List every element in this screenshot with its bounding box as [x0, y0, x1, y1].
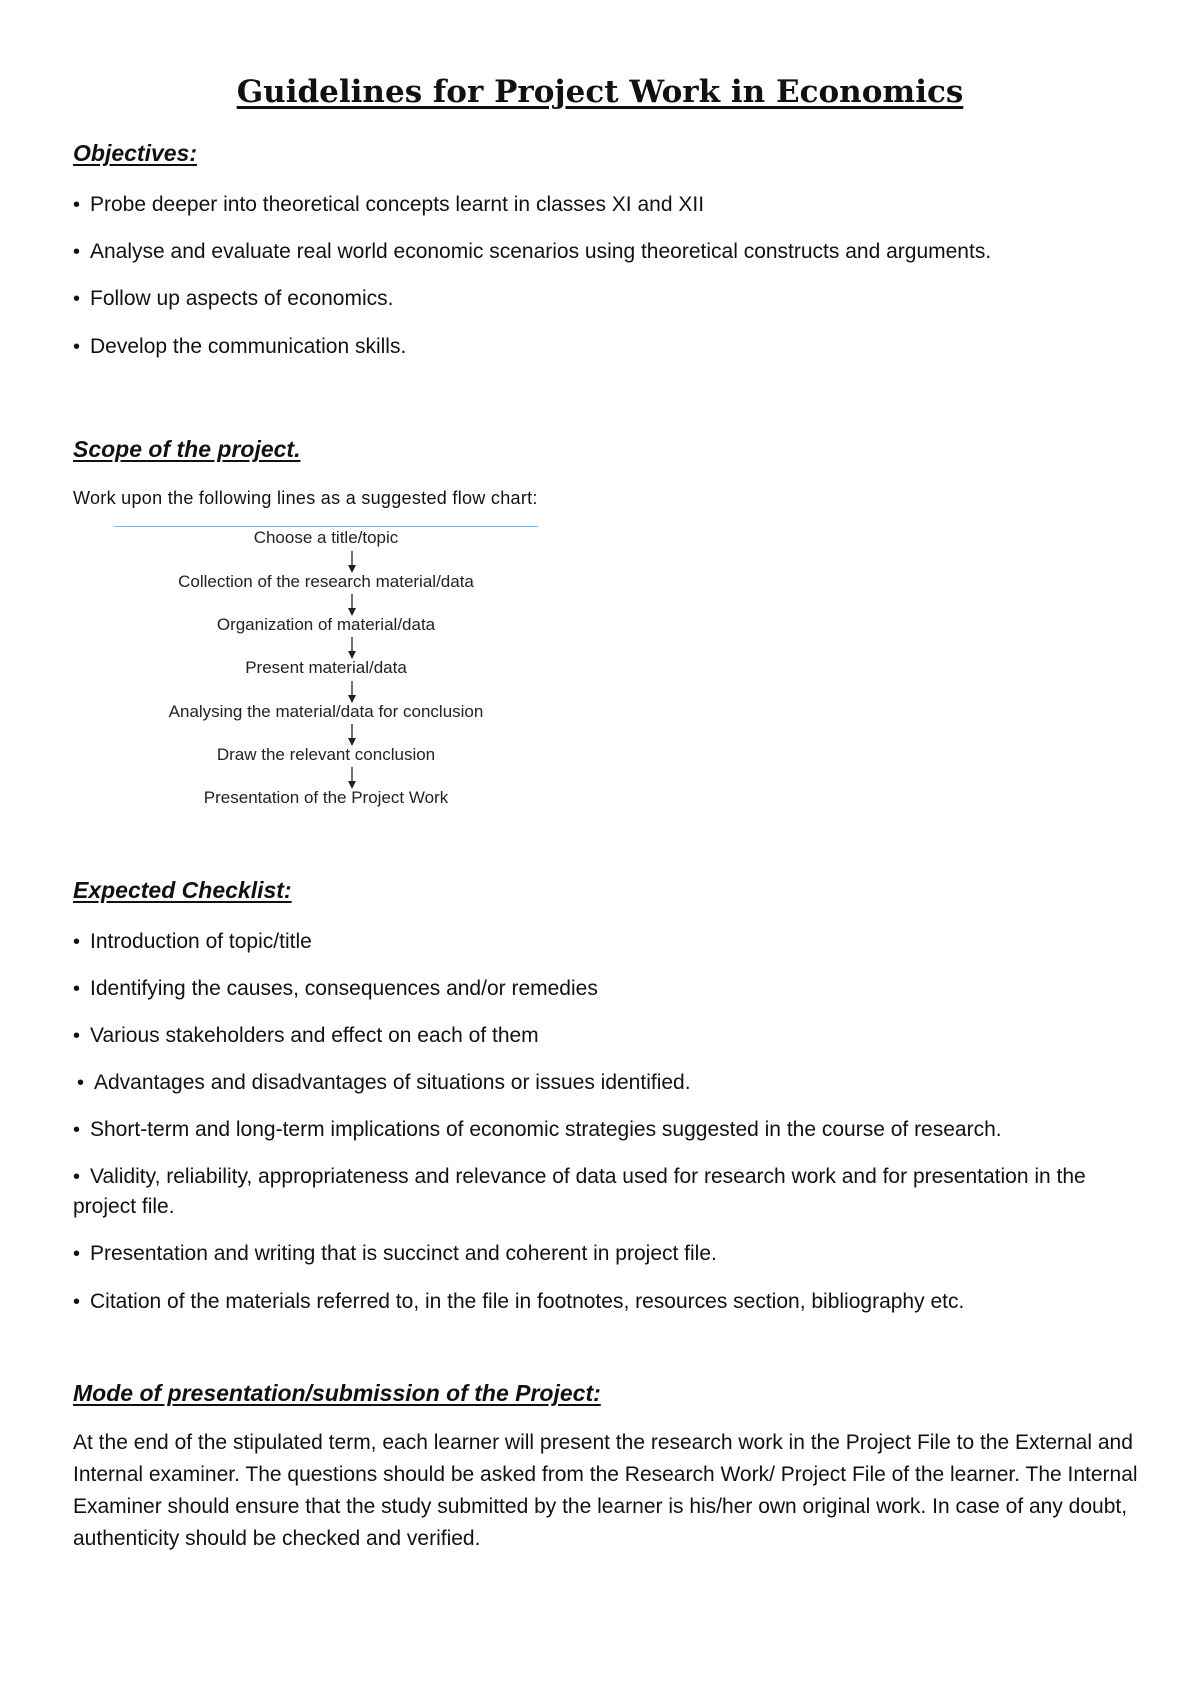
objective-text: Analyse and evaluate real world economic scenarios using theoretical constructs and arguments.	[90, 240, 992, 263]
objective-text: Follow up aspects of economics.	[90, 287, 394, 310]
objective-item	[73, 190, 1133, 220]
checklist-item	[73, 1162, 1133, 1222]
objective-item	[73, 284, 1133, 314]
down-arrow-icon	[347, 681, 357, 703]
down-arrow-icon	[347, 724, 357, 746]
flow-step: Draw the relevant conclusion	[216, 745, 436, 764]
checklist-text: Identifying the causes, consequences and/or remedies	[90, 977, 598, 1000]
checklist-text: Presentation and writing that is succinct and coherent in project file.	[90, 1242, 717, 1265]
checklist-item	[73, 927, 1133, 957]
checklist-text: Citation of the materials referred to, in the file in footnotes, resources section, bibliography etc.	[90, 1290, 965, 1313]
flowchart-intro: Work upon the following lines as a suggested flow chart:	[73, 488, 538, 508]
bullet-icon: •	[73, 194, 81, 216]
bullet-icon: •	[73, 288, 81, 310]
down-arrow-icon	[347, 551, 357, 573]
checklist-text: Validity, reliability, appropriateness and relevance of data used for research work and for presentation in the project file.	[73, 1165, 1086, 1218]
checklist-item	[73, 1287, 1133, 1317]
objective-text: Develop the communication skills.	[90, 335, 407, 358]
checklist-item	[73, 1239, 1133, 1269]
checklist-item	[73, 1115, 1133, 1145]
flow-step: Analysing the material/data for conclusion	[168, 702, 484, 721]
objectives-heading: Objectives:	[73, 140, 197, 166]
checklist-item	[73, 1021, 1133, 1051]
checklist-item	[77, 1068, 1137, 1098]
checklist-item	[73, 974, 1133, 1004]
checklist-text: Advantages and disadvantages of situations or issues identified.	[94, 1071, 691, 1094]
objective-text: Probe deeper into theoretical concepts learnt in classes XI and XII	[90, 193, 705, 216]
checklist-heading: Expected Checklist:	[73, 877, 292, 903]
bullet-icon: •	[73, 931, 81, 953]
scope-heading: Scope of the project.	[73, 436, 301, 462]
down-arrow-icon	[347, 594, 357, 616]
flow-chart-top-rule	[114, 526, 538, 527]
checklist-text: Various stakeholders and effect on each of them	[90, 1024, 539, 1047]
mode-paragraph: At the end of the stipulated term, each learner will present the research work in the Project File to the External and Internal examiner. The questions should be asked from the Research Work/ Project File of the learner. The Internal Examiner should ensure that the study submitted by the learner is his/her own original work. In case of any doubt, authenticity should be checked and verified.	[73, 1431, 1138, 1550]
flow-step: Present material/data	[245, 658, 407, 677]
flow-step: Presentation of the Project Work	[203, 788, 449, 807]
bullet-icon: •	[77, 1072, 85, 1094]
bullet-icon: •	[73, 1243, 81, 1265]
objective-item	[73, 332, 1133, 362]
down-arrow-icon	[347, 637, 357, 659]
flow-step: Choose a title/topic	[253, 528, 399, 547]
bullet-icon: •	[73, 1166, 81, 1188]
bullet-icon: •	[73, 1025, 81, 1047]
flow-chart	[114, 522, 538, 820]
flow-step: Collection of the research material/data	[178, 572, 474, 591]
checklist-text: Short-term and long-term implications of economic strategies suggested in the course of research.	[90, 1118, 1002, 1141]
objective-item	[73, 237, 1133, 267]
bullet-icon: •	[73, 978, 81, 1000]
down-arrow-icon	[347, 767, 357, 789]
flow-step: Organization of material/data	[216, 615, 436, 634]
bullet-icon: •	[73, 241, 81, 263]
bullet-icon: •	[73, 336, 81, 358]
bullet-icon: •	[73, 1119, 81, 1141]
page-title: Guidelines for Project Work in Economics	[236, 74, 964, 110]
bullet-icon: •	[73, 1291, 81, 1313]
mode-heading: Mode of presentation/submission of the Project:	[73, 1380, 601, 1406]
checklist-text: Introduction of topic/title	[90, 930, 312, 953]
